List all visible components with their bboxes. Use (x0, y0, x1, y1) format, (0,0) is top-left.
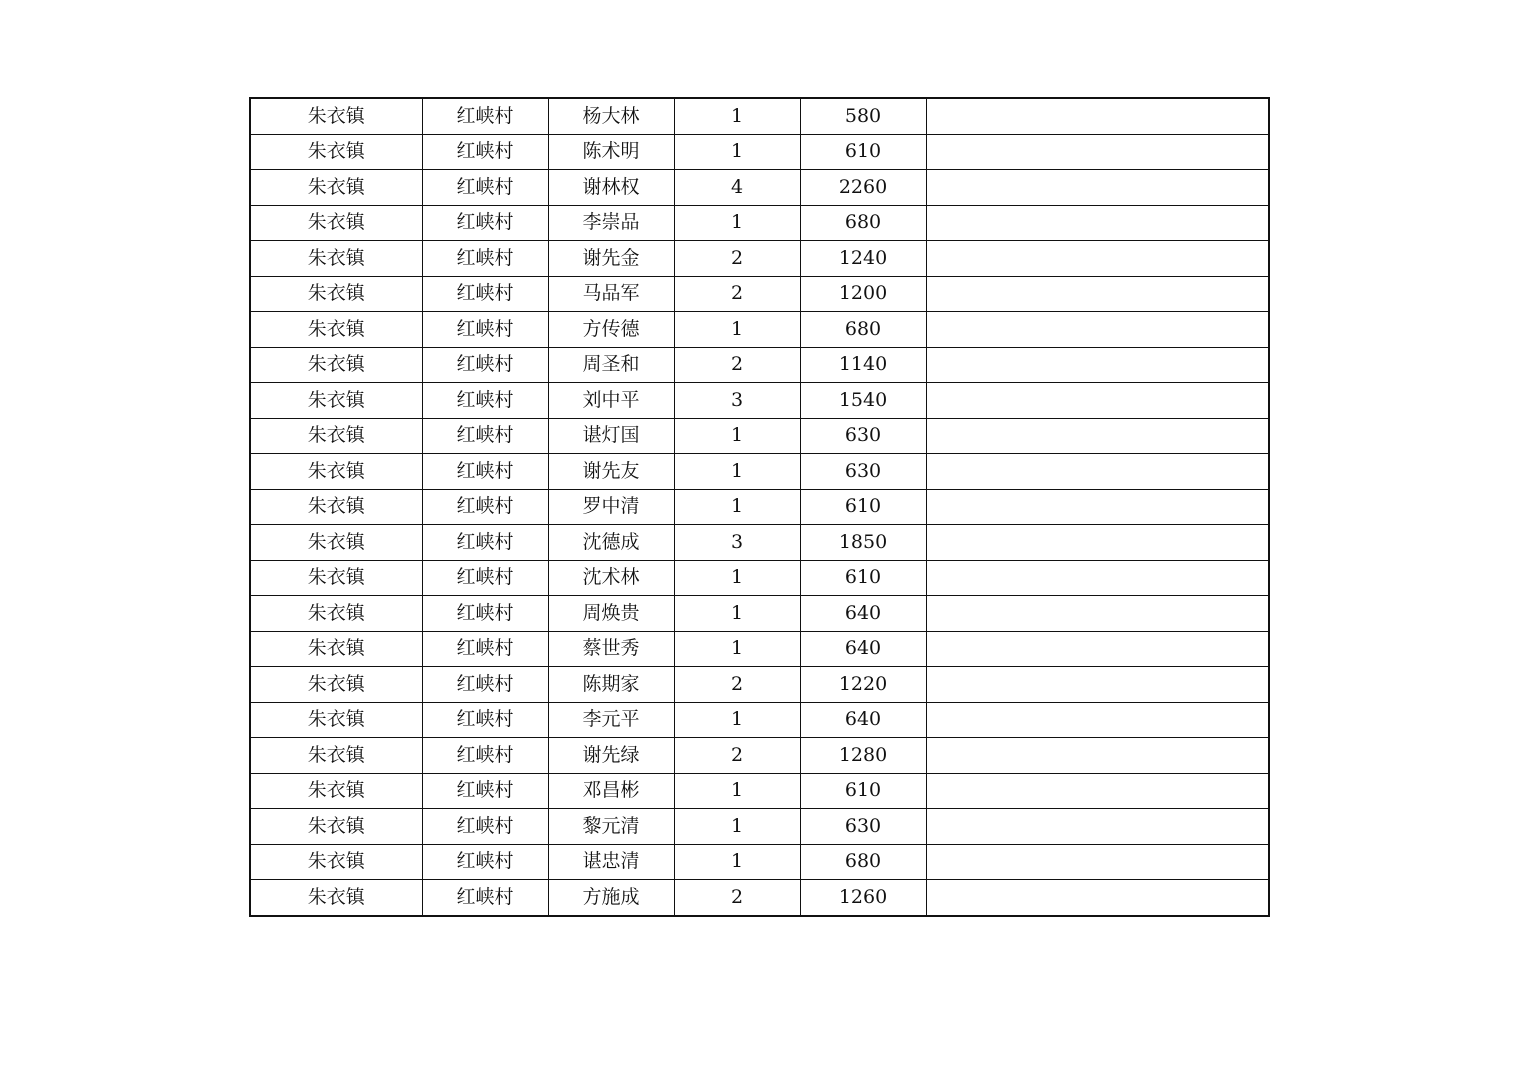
name-cell: 谢先友 (548, 454, 674, 490)
amount-cell: 1200 (800, 276, 926, 312)
name-cell: 周焕贵 (548, 596, 674, 632)
note-cell (926, 489, 1269, 525)
count-cell: 1 (674, 809, 800, 845)
count-cell: 1 (674, 312, 800, 348)
amount-cell: 640 (800, 631, 926, 667)
note-cell (926, 702, 1269, 738)
count-cell: 1 (674, 773, 800, 809)
count-cell: 1 (674, 454, 800, 490)
count-cell: 2 (674, 276, 800, 312)
village-cell: 红峡村 (422, 134, 548, 170)
village-cell: 红峡村 (422, 631, 548, 667)
note-cell (926, 241, 1269, 277)
name-cell: 杨大林 (548, 98, 674, 134)
table-row (250, 702, 1269, 738)
document-page (249, 97, 1270, 917)
village-cell: 红峡村 (422, 170, 548, 206)
note-cell (926, 98, 1269, 134)
table-row (250, 276, 1269, 312)
name-cell: 陈期家 (548, 667, 674, 703)
town-cell: 朱衣镇 (250, 489, 422, 525)
name-cell: 蔡世秀 (548, 631, 674, 667)
table-row (250, 312, 1269, 348)
note-cell (926, 773, 1269, 809)
town-cell: 朱衣镇 (250, 347, 422, 383)
note-cell (926, 347, 1269, 383)
count-cell: 1 (674, 596, 800, 632)
town-cell: 朱衣镇 (250, 241, 422, 277)
town-cell: 朱衣镇 (250, 205, 422, 241)
count-cell: 3 (674, 525, 800, 561)
village-cell: 红峡村 (422, 702, 548, 738)
amount-cell: 680 (800, 205, 926, 241)
name-cell: 陈术明 (548, 134, 674, 170)
table-row (250, 418, 1269, 454)
count-cell: 1 (674, 205, 800, 241)
town-cell: 朱衣镇 (250, 98, 422, 134)
amount-cell: 2260 (800, 170, 926, 206)
village-cell: 红峡村 (422, 560, 548, 596)
count-cell: 1 (674, 631, 800, 667)
name-cell: 周圣和 (548, 347, 674, 383)
table-row (250, 454, 1269, 490)
amount-cell: 1850 (800, 525, 926, 561)
table-row (250, 596, 1269, 632)
name-cell: 罗中清 (548, 489, 674, 525)
note-cell (926, 560, 1269, 596)
note-cell (926, 418, 1269, 454)
table-row (250, 738, 1269, 774)
village-cell: 红峡村 (422, 773, 548, 809)
table-row (250, 347, 1269, 383)
village-cell: 红峡村 (422, 241, 548, 277)
village-cell: 红峡村 (422, 667, 548, 703)
village-cell: 红峡村 (422, 489, 548, 525)
note-cell (926, 312, 1269, 348)
town-cell: 朱衣镇 (250, 312, 422, 348)
note-cell (926, 631, 1269, 667)
table-row (250, 98, 1269, 134)
name-cell: 李元平 (548, 702, 674, 738)
amount-cell: 580 (800, 98, 926, 134)
amount-cell: 680 (800, 312, 926, 348)
town-cell: 朱衣镇 (250, 596, 422, 632)
table-row (250, 383, 1269, 419)
count-cell: 1 (674, 134, 800, 170)
village-cell: 红峡村 (422, 738, 548, 774)
count-cell: 1 (674, 702, 800, 738)
village-cell: 红峡村 (422, 276, 548, 312)
amount-cell: 1280 (800, 738, 926, 774)
village-cell: 红峡村 (422, 844, 548, 880)
village-cell: 红峡村 (422, 454, 548, 490)
table-row (250, 170, 1269, 206)
village-cell: 红峡村 (422, 809, 548, 845)
village-cell: 红峡村 (422, 596, 548, 632)
table-row (250, 205, 1269, 241)
note-cell (926, 170, 1269, 206)
table-row (250, 809, 1269, 845)
town-cell: 朱衣镇 (250, 418, 422, 454)
note-cell (926, 880, 1269, 916)
amount-cell: 1220 (800, 667, 926, 703)
name-cell: 谢先绿 (548, 738, 674, 774)
town-cell: 朱衣镇 (250, 880, 422, 916)
table-row (250, 631, 1269, 667)
table-row (250, 880, 1269, 916)
town-cell: 朱衣镇 (250, 560, 422, 596)
amount-cell: 640 (800, 702, 926, 738)
amount-cell: 610 (800, 489, 926, 525)
town-cell: 朱衣镇 (250, 134, 422, 170)
town-cell: 朱衣镇 (250, 738, 422, 774)
village-cell: 红峡村 (422, 880, 548, 916)
town-cell: 朱衣镇 (250, 170, 422, 206)
amount-cell: 1240 (800, 241, 926, 277)
name-cell: 方施成 (548, 880, 674, 916)
count-cell: 4 (674, 170, 800, 206)
records-table (249, 97, 1270, 917)
amount-cell: 1140 (800, 347, 926, 383)
count-cell: 1 (674, 418, 800, 454)
count-cell: 1 (674, 560, 800, 596)
village-cell: 红峡村 (422, 98, 548, 134)
count-cell: 1 (674, 98, 800, 134)
name-cell: 沈术林 (548, 560, 674, 596)
village-cell: 红峡村 (422, 525, 548, 561)
records-table-body (250, 98, 1269, 916)
note-cell (926, 525, 1269, 561)
count-cell: 2 (674, 880, 800, 916)
amount-cell: 610 (800, 773, 926, 809)
note-cell (926, 454, 1269, 490)
village-cell: 红峡村 (422, 383, 548, 419)
table-row (250, 241, 1269, 277)
town-cell: 朱衣镇 (250, 702, 422, 738)
table-row (250, 134, 1269, 170)
name-cell: 谌忠清 (548, 844, 674, 880)
table-row (250, 844, 1269, 880)
table-row (250, 525, 1269, 561)
name-cell: 刘中平 (548, 383, 674, 419)
name-cell: 方传德 (548, 312, 674, 348)
note-cell (926, 844, 1269, 880)
town-cell: 朱衣镇 (250, 383, 422, 419)
town-cell: 朱衣镇 (250, 525, 422, 561)
amount-cell: 610 (800, 134, 926, 170)
note-cell (926, 205, 1269, 241)
amount-cell: 680 (800, 844, 926, 880)
count-cell: 2 (674, 347, 800, 383)
note-cell (926, 809, 1269, 845)
town-cell: 朱衣镇 (250, 276, 422, 312)
name-cell: 谢先金 (548, 241, 674, 277)
table-row (250, 489, 1269, 525)
town-cell: 朱衣镇 (250, 631, 422, 667)
name-cell: 谢林权 (548, 170, 674, 206)
amount-cell: 610 (800, 560, 926, 596)
note-cell (926, 596, 1269, 632)
name-cell: 沈德成 (548, 525, 674, 561)
town-cell: 朱衣镇 (250, 809, 422, 845)
amount-cell: 630 (800, 809, 926, 845)
town-cell: 朱衣镇 (250, 667, 422, 703)
name-cell: 邓昌彬 (548, 773, 674, 809)
name-cell: 谌灯国 (548, 418, 674, 454)
note-cell (926, 276, 1269, 312)
table-row (250, 773, 1269, 809)
note-cell (926, 667, 1269, 703)
village-cell: 红峡村 (422, 205, 548, 241)
amount-cell: 630 (800, 454, 926, 490)
count-cell: 3 (674, 383, 800, 419)
town-cell: 朱衣镇 (250, 844, 422, 880)
note-cell (926, 738, 1269, 774)
count-cell: 2 (674, 667, 800, 703)
amount-cell: 1540 (800, 383, 926, 419)
note-cell (926, 134, 1269, 170)
count-cell: 2 (674, 738, 800, 774)
village-cell: 红峡村 (422, 347, 548, 383)
name-cell: 黎元清 (548, 809, 674, 845)
village-cell: 红峡村 (422, 312, 548, 348)
table-row (250, 560, 1269, 596)
table-row (250, 667, 1269, 703)
count-cell: 2 (674, 241, 800, 277)
count-cell: 1 (674, 844, 800, 880)
name-cell: 李崇品 (548, 205, 674, 241)
note-cell (926, 383, 1269, 419)
town-cell: 朱衣镇 (250, 454, 422, 490)
town-cell: 朱衣镇 (250, 773, 422, 809)
amount-cell: 640 (800, 596, 926, 632)
name-cell: 马品军 (548, 276, 674, 312)
amount-cell: 1260 (800, 880, 926, 916)
village-cell: 红峡村 (422, 418, 548, 454)
amount-cell: 630 (800, 418, 926, 454)
count-cell: 1 (674, 489, 800, 525)
